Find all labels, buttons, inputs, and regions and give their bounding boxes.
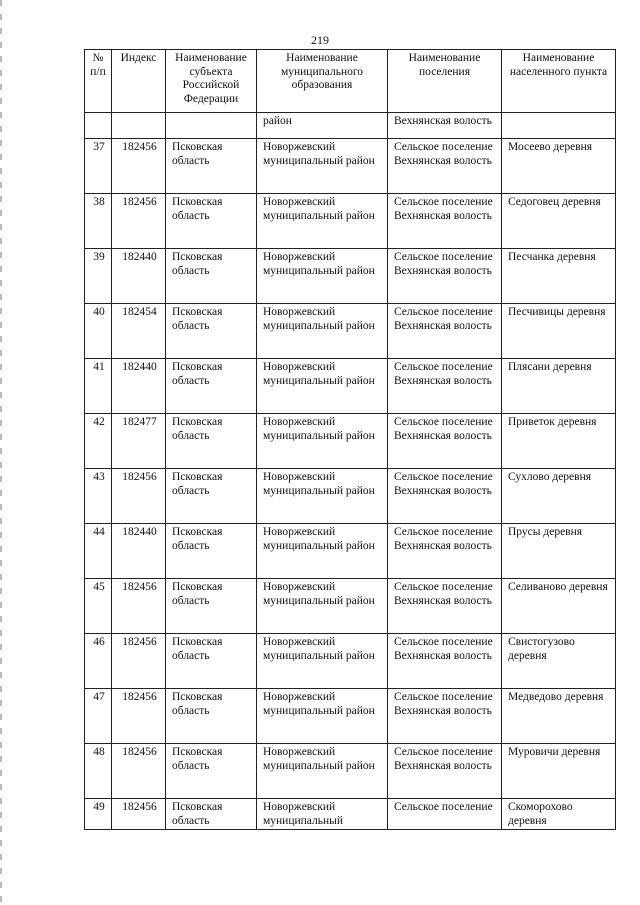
cell-municipality: Новоржевский муниципальный район: [257, 579, 388, 634]
table-row: [85, 799, 616, 830]
cell-locality: Седоговец деревня: [502, 194, 616, 249]
cell-settlement: Сельское поселение Вехнянская волость: [388, 304, 502, 359]
header-index: Индекс: [112, 50, 166, 113]
cell-settlement: Сельское поселение Вехнянская волость: [388, 579, 502, 634]
cell-municipality: Новоржевский муниципальный район: [257, 139, 388, 194]
page-number: 219: [311, 33, 329, 47]
cell-municipality: Новоржевский муниципальный район: [257, 744, 388, 799]
cell-settlement: Сельское поселение Вехнянская волость: [388, 249, 502, 304]
header-municipality: Наименование муниципального образования: [257, 50, 388, 113]
table-row: [85, 634, 616, 689]
header-locality: Наименование населенного пункта: [502, 50, 616, 113]
table-header-row: [85, 50, 616, 113]
cell-subject: Псковская область: [166, 139, 257, 194]
cell-number: 41: [85, 359, 112, 414]
cell-municipality: Новоржевский муниципальный район: [257, 304, 388, 359]
header-settlement: Наименование поселения: [388, 50, 502, 113]
cell-number: [85, 113, 112, 139]
cell-index: 182440: [112, 524, 166, 579]
cell-municipality: Новоржевский муниципальный район: [257, 359, 388, 414]
cell-number: 45: [85, 579, 112, 634]
cell-settlement: Сельское поселение Вехнянская волость: [388, 194, 502, 249]
cell-settlement: Сельское поселение Вехнянская волость: [388, 634, 502, 689]
cell-number: 48: [85, 744, 112, 799]
cell-subject: [166, 113, 257, 139]
header-number: № п/п: [85, 50, 112, 113]
cell-locality: Мосеево деревня: [502, 139, 616, 194]
cell-number: 46: [85, 634, 112, 689]
table-row: [85, 414, 616, 469]
cell-locality: Песчивицы деревня: [502, 304, 616, 359]
table-row: [85, 249, 616, 304]
table-row: [85, 689, 616, 744]
cell-subject: Псковская область: [166, 414, 257, 469]
cell-subject: Псковская область: [166, 359, 257, 414]
cell-locality: Сухлово деревня: [502, 469, 616, 524]
table-row: [85, 744, 616, 799]
cell-subject: Псковская область: [166, 799, 257, 830]
table-row: [85, 139, 616, 194]
cell-index: 182440: [112, 249, 166, 304]
cell-subject: Псковская область: [166, 634, 257, 689]
cell-subject: Псковская область: [166, 469, 257, 524]
settlements-table: [84, 49, 616, 830]
cell-municipality: Новоржевский муниципальный район: [257, 524, 388, 579]
cell-index: 182456: [112, 634, 166, 689]
cell-settlement: Сельское поселение Вехнянская волость: [388, 524, 502, 579]
cell-locality: Плясани деревня: [502, 359, 616, 414]
cell-settlement: Сельское поселение Вехнянская волость: [388, 689, 502, 744]
cell-locality: Прусы деревня: [502, 524, 616, 579]
table-row: [85, 524, 616, 579]
cell-number: 44: [85, 524, 112, 579]
table-row: [85, 359, 616, 414]
table-row: [85, 469, 616, 524]
cell-settlement: Вехнянская волость: [388, 113, 502, 139]
cell-subject: Псковская область: [166, 304, 257, 359]
cell-locality: [502, 113, 616, 139]
cell-number: 38: [85, 194, 112, 249]
cell-subject: Псковская область: [166, 194, 257, 249]
cell-index: 182456: [112, 744, 166, 799]
cell-municipality: Новоржевский муниципальный район: [257, 249, 388, 304]
cell-settlement: Сельское поселение Вехнянская волость: [388, 414, 502, 469]
table-body: [85, 113, 616, 830]
cell-index: 182456: [112, 689, 166, 744]
cell-locality: Приветок деревня: [502, 414, 616, 469]
cell-municipality: Новоржевский муниципальный район: [257, 194, 388, 249]
cell-settlement: Сельское поселение: [388, 799, 502, 830]
cell-subject: Псковская область: [166, 744, 257, 799]
cell-municipality: Новоржевский муниципальный район: [257, 414, 388, 469]
header-subject: Наименование субъекта Российской Федерации: [166, 50, 257, 113]
cell-settlement: Сельское поселение Вехнянская волость: [388, 469, 502, 524]
table-row: [85, 304, 616, 359]
cell-locality: Медведово деревня: [502, 689, 616, 744]
cell-number: 43: [85, 469, 112, 524]
table-row: [85, 194, 616, 249]
continuation-row: [85, 113, 616, 139]
cell-locality: Муровичи деревня: [502, 744, 616, 799]
cell-index: 182456: [112, 139, 166, 194]
cell-number: 42: [85, 414, 112, 469]
cell-subject: Псковская область: [166, 249, 257, 304]
cell-municipality: район: [257, 113, 388, 139]
cell-locality: Песчанка деревня: [502, 249, 616, 304]
cell-number: 47: [85, 689, 112, 744]
cell-settlement: Сельское поселение Вехнянская волость: [388, 359, 502, 414]
cell-subject: Псковская область: [166, 524, 257, 579]
cell-municipality: Новоржевский муниципальный район: [257, 689, 388, 744]
cell-number: 49: [85, 799, 112, 830]
cell-locality: Свистогузово деревня: [502, 634, 616, 689]
cell-index: 182456: [112, 469, 166, 524]
cell-index: 182456: [112, 799, 166, 830]
cell-municipality: Новоржевский муниципальный район: [257, 469, 388, 524]
cell-index: 182477: [112, 414, 166, 469]
cell-index: 182456: [112, 194, 166, 249]
table-row: [85, 579, 616, 634]
scan-edge-mark: [0, 0, 2, 905]
cell-locality: Селиваново деревня: [502, 579, 616, 634]
cell-number: 37: [85, 139, 112, 194]
cell-municipality: Новоржевский муниципальный район: [257, 634, 388, 689]
cell-settlement: Сельское поселение Вехнянская волость: [388, 139, 502, 194]
cell-municipality: Новоржевский муниципальный: [257, 799, 388, 830]
cell-index: 182454: [112, 304, 166, 359]
cell-locality: Скоморохово деревня: [502, 799, 616, 830]
cell-settlement: Сельское поселение Вехнянская волость: [388, 744, 502, 799]
cell-index: 182440: [112, 359, 166, 414]
cell-index: [112, 113, 166, 139]
cell-number: 40: [85, 304, 112, 359]
cell-subject: Псковская область: [166, 579, 257, 634]
cell-index: 182456: [112, 579, 166, 634]
cell-number: 39: [85, 249, 112, 304]
cell-subject: Псковская область: [166, 689, 257, 744]
